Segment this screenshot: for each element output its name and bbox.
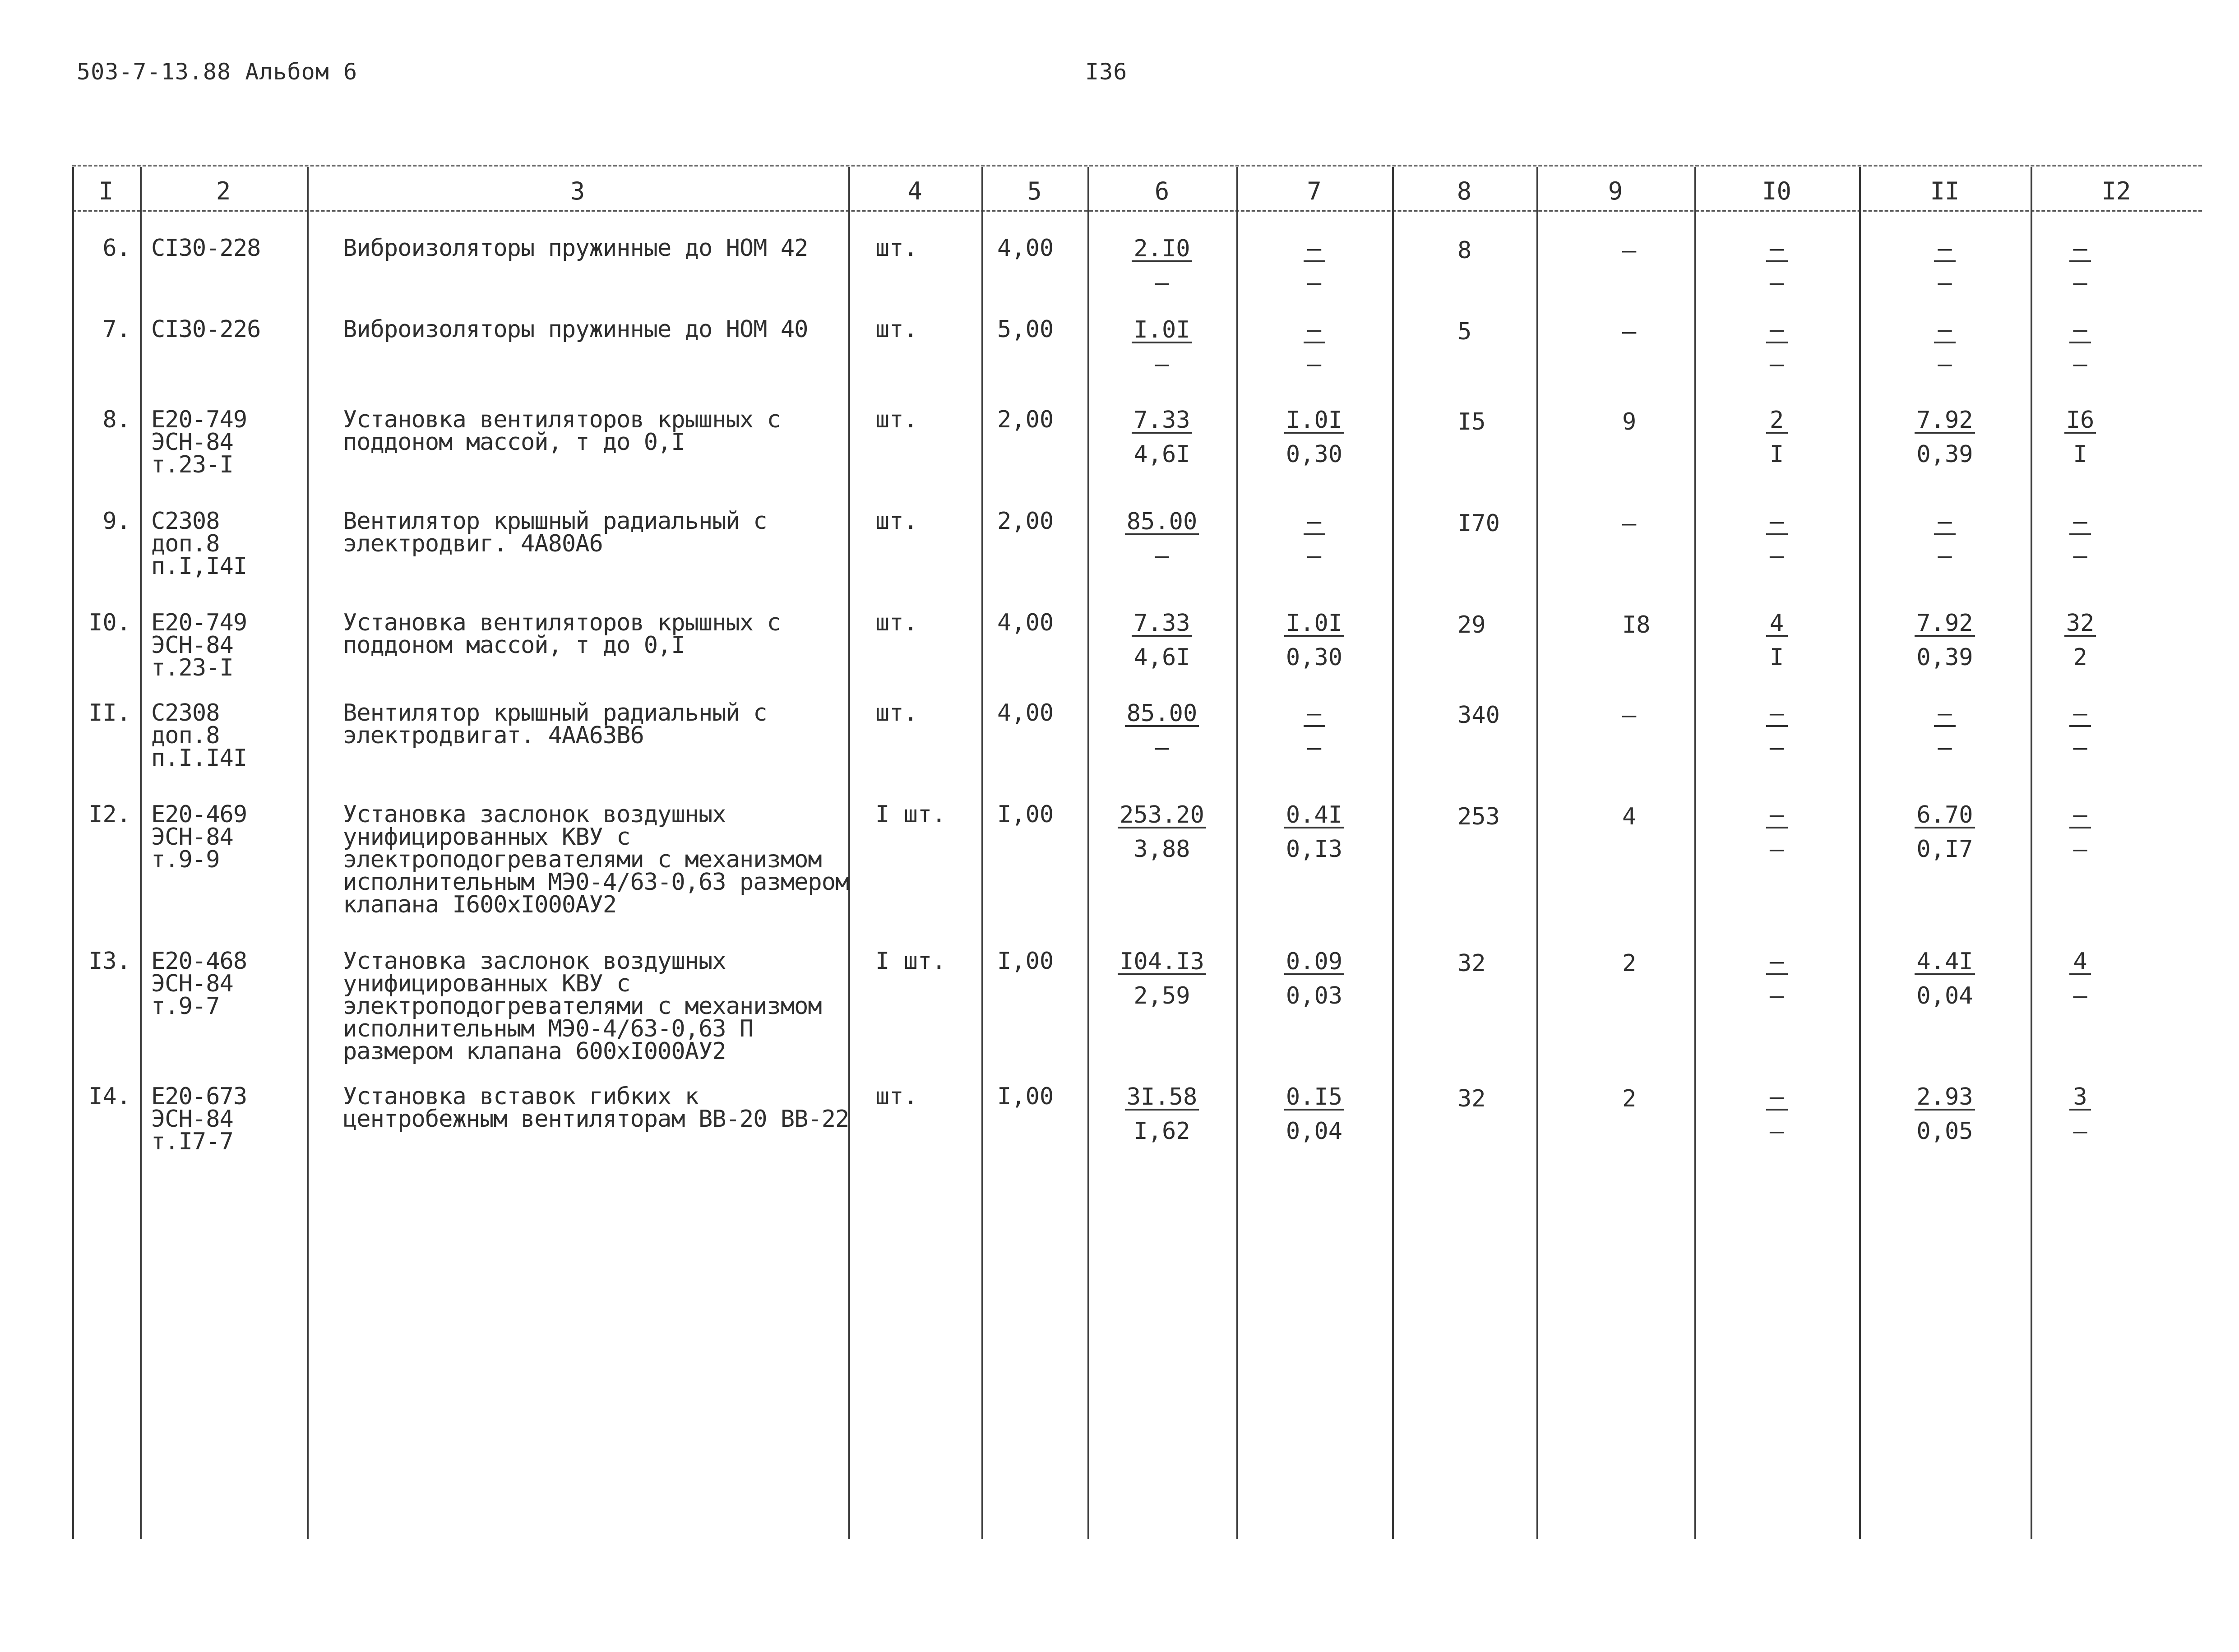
unit-wage-denominator: – <box>1307 351 1322 378</box>
column-header-3: 3 <box>570 177 585 205</box>
quantity: 4,00 <box>997 699 1054 727</box>
labor-total-numerator: – <box>2069 702 2091 727</box>
unit-wage-numerator: – <box>1304 237 1325 262</box>
column-header-8: 8 <box>1457 177 1472 205</box>
labor-unit <box>1859 702 2031 759</box>
labor-total <box>2031 510 2130 568</box>
labor-unit <box>1859 510 2031 568</box>
labor-total-denominator: – <box>2073 542 2087 569</box>
work-description: Виброизоляторы пружинные до НОМ 42 <box>343 235 808 262</box>
machine-cost-numerator: – <box>1766 1085 1788 1111</box>
unit-wage <box>1236 803 1392 861</box>
machine-cost <box>1694 237 1859 295</box>
labor-unit-denominator: – <box>1938 734 1952 761</box>
unit-cost-numerator: 85.00 <box>1125 510 1199 535</box>
unit-wage-numerator: I.0I <box>1284 408 1344 434</box>
machine-cost <box>1694 611 1859 669</box>
unit: шт. <box>875 1083 918 1110</box>
machine-cost <box>1694 803 1859 861</box>
machine-cost-denominator: – <box>1769 269 1784 296</box>
row-number: 7. <box>102 316 131 343</box>
unit-wage <box>1236 408 1392 466</box>
total-wage: – <box>1622 702 1637 729</box>
labor-unit <box>1859 408 2031 466</box>
unit-wage-denominator: 0,04 <box>1286 1118 1343 1145</box>
column-divider <box>981 167 983 1539</box>
quantity: I,00 <box>997 948 1054 975</box>
labor-unit-numerator: 7.92 <box>1915 611 1975 637</box>
unit-wage-denominator: 0,03 <box>1286 982 1343 1009</box>
total-wage: 2 <box>1622 1085 1637 1112</box>
machine-cost-numerator: – <box>1766 237 1788 262</box>
rate-code: СI30-228 <box>151 235 261 262</box>
labor-total <box>2031 1085 2130 1143</box>
unit-cost-denominator: 3,88 <box>1133 836 1190 863</box>
unit-cost-numerator: 3I.58 <box>1125 1085 1199 1111</box>
work-description: Установка заслонок воздушных унифицированных КВУ с электроподогревателями с механизмом исполнительным МЭ0-4/63-0,63 размером клапана I600хI000АУ2 <box>343 801 849 918</box>
rate-code: С2308 доп.8 п.I.I4I <box>151 699 247 772</box>
column-header-11: II <box>1930 177 1960 205</box>
machine-cost-denominator: – <box>1769 982 1784 1009</box>
row-number: I0. <box>88 609 131 636</box>
machine-cost-denominator: – <box>1769 542 1784 569</box>
quantity: 4,00 <box>997 609 1054 636</box>
column-header-12: I2 <box>2101 177 2131 205</box>
unit-cost-numerator: 85.00 <box>1125 702 1199 727</box>
labor-unit-denominator: – <box>1938 351 1952 378</box>
unit-cost-denominator: 4,6I <box>1133 644 1190 671</box>
unit-wage <box>1236 702 1392 759</box>
labor-total-denominator: 2 <box>2073 644 2087 671</box>
unit: шт. <box>875 508 918 535</box>
labor-unit-numerator: 7.92 <box>1915 408 1975 434</box>
column-divider <box>1536 167 1538 1539</box>
unit-wage <box>1236 237 1392 295</box>
unit-cost <box>1087 237 1236 295</box>
labor-unit-numerator: – <box>1934 237 1956 262</box>
unit: I шт. <box>875 948 946 975</box>
labor-unit-numerator: 4.4I <box>1915 950 1975 975</box>
column-divider <box>140 167 142 1539</box>
unit-cost <box>1087 702 1236 759</box>
labor-total-denominator: – <box>2073 734 2087 761</box>
column-header-5: 5 <box>1027 177 1042 205</box>
unit: шт. <box>875 316 918 343</box>
unit: I шт. <box>875 801 946 828</box>
unit-wage <box>1236 611 1392 669</box>
quantity: 2,00 <box>997 508 1054 535</box>
machine-cost-numerator: – <box>1766 510 1788 535</box>
unit-wage <box>1236 1085 1392 1143</box>
quantity: 4,00 <box>997 235 1054 262</box>
labor-unit-denominator: 0,I7 <box>1916 836 1973 863</box>
machine-cost <box>1694 702 1859 759</box>
labor-unit <box>1859 318 2031 376</box>
labor-unit-denominator: – <box>1938 269 1952 296</box>
quantity: I,00 <box>997 1083 1054 1110</box>
unit-cost-denominator: – <box>1155 542 1169 569</box>
unit-cost <box>1087 611 1236 669</box>
machine-cost-numerator: – <box>1766 318 1788 343</box>
labor-total-denominator: – <box>2073 836 2087 863</box>
total-cost: 32 <box>1457 950 1486 977</box>
unit-cost-numerator: I.0I <box>1132 318 1192 343</box>
machine-cost <box>1694 1085 1859 1143</box>
unit: шт. <box>875 609 918 636</box>
total-wage: – <box>1622 318 1637 345</box>
total-cost: 253 <box>1457 803 1500 830</box>
total-cost: 8 <box>1457 237 1472 264</box>
quantity: 2,00 <box>997 406 1054 433</box>
unit-cost-denominator: 4,6I <box>1133 441 1190 468</box>
machine-cost-denominator: I <box>1769 644 1784 671</box>
unit-cost-denominator: – <box>1155 734 1169 761</box>
total-wage: 9 <box>1622 408 1637 435</box>
row-number: 9. <box>102 508 131 535</box>
column-header-9: 9 <box>1608 177 1623 205</box>
labor-total-numerator: – <box>2069 318 2091 343</box>
labor-unit-numerator: 6.70 <box>1915 803 1975 828</box>
total-wage: I8 <box>1622 611 1651 639</box>
unit-wage <box>1236 510 1392 568</box>
labor-unit-denominator: 0,04 <box>1916 982 1973 1009</box>
row-number: I3. <box>88 948 131 975</box>
unit-wage <box>1236 950 1392 1008</box>
total-cost: 32 <box>1457 1085 1486 1112</box>
labor-unit <box>1859 611 2031 669</box>
unit: шт. <box>875 235 918 262</box>
work-description: Установка вентиляторов крышных с поддоном массой, т до 0,I <box>343 609 781 659</box>
unit-wage-numerator: I.0I <box>1284 611 1344 637</box>
unit-cost-numerator: 2.I0 <box>1132 237 1192 262</box>
quantity: 5,00 <box>997 316 1054 343</box>
machine-cost-denominator: – <box>1769 734 1784 761</box>
total-wage: – <box>1622 237 1637 264</box>
work-description: Вентилятор крышный радиальный с электродвиг. 4А80А6 <box>343 508 767 557</box>
unit-wage-denominator: – <box>1307 734 1322 761</box>
row-number: II. <box>88 699 131 727</box>
total-cost: 29 <box>1457 611 1486 639</box>
labor-unit-numerator: 2.93 <box>1915 1085 1975 1111</box>
column-divider <box>307 167 309 1539</box>
total-cost: 5 <box>1457 318 1472 345</box>
unit-wage-denominator: 0,30 <box>1286 644 1343 671</box>
row-number: I2. <box>88 801 131 828</box>
labor-total <box>2031 950 2130 1008</box>
unit-cost <box>1087 318 1236 376</box>
labor-total-denominator: – <box>2073 269 2087 296</box>
labor-total <box>2031 702 2130 759</box>
machine-cost <box>1694 318 1859 376</box>
labor-unit <box>1859 1085 2031 1143</box>
column-divider <box>72 167 74 1539</box>
unit-cost-numerator: I04.I3 <box>1118 950 1206 975</box>
unit-wage-numerator: – <box>1304 318 1325 343</box>
unit-cost-denominator: – <box>1155 269 1169 296</box>
labor-total-numerator: I6 <box>2064 408 2096 434</box>
unit-cost-denominator: I,62 <box>1133 1118 1190 1145</box>
labor-total <box>2031 803 2130 861</box>
column-header-6: 6 <box>1154 177 1170 205</box>
rate-code: Е20-749 ЭСН-84 т.23-I <box>151 609 247 681</box>
unit-wage-numerator: – <box>1304 510 1325 535</box>
unit-cost <box>1087 803 1236 861</box>
unit-wage-denominator: – <box>1307 269 1322 296</box>
machine-cost-numerator: 4 <box>1766 611 1788 637</box>
row-number: 6. <box>102 235 131 262</box>
labor-total-numerator: – <box>2069 803 2091 828</box>
labor-total-numerator: 4 <box>2069 950 2091 975</box>
labor-unit <box>1859 237 2031 295</box>
total-wage: – <box>1622 510 1637 537</box>
unit-cost <box>1087 950 1236 1008</box>
table-top-border <box>72 165 2202 167</box>
document-code: 503-7-13.88 Альбом 6 <box>77 59 358 85</box>
unit-cost-denominator: 2,59 <box>1133 982 1190 1009</box>
rate-code: СI30-226 <box>151 316 261 343</box>
machine-cost-numerator: – <box>1766 803 1788 828</box>
unit: шт. <box>875 699 918 727</box>
machine-cost-numerator: – <box>1766 950 1788 975</box>
unit-cost <box>1087 408 1236 466</box>
total-cost: I70 <box>1457 510 1500 537</box>
unit-wage-numerator: 0.I5 <box>1284 1085 1344 1111</box>
unit-wage-denominator: – <box>1307 542 1322 569</box>
labor-total-numerator: 32 <box>2064 611 2096 637</box>
labor-total <box>2031 408 2130 466</box>
labor-unit <box>1859 803 2031 861</box>
labor-unit-numerator: – <box>1934 702 1956 727</box>
row-number: I4. <box>88 1083 131 1110</box>
unit-cost-denominator: – <box>1155 351 1169 378</box>
labor-unit-denominator: – <box>1938 542 1952 569</box>
unit-wage-denominator: 0,30 <box>1286 441 1343 468</box>
labor-unit <box>1859 950 2031 1008</box>
labor-total-numerator: – <box>2069 237 2091 262</box>
work-description: Вентилятор крышный радиальный с электродвигат. 4АА63В6 <box>343 699 767 749</box>
rate-code: Е20-468 ЭСН-84 т.9-7 <box>151 948 247 1020</box>
unit-cost <box>1087 1085 1236 1143</box>
column-header-2: 2 <box>216 177 231 205</box>
labor-total-numerator: – <box>2069 510 2091 535</box>
machine-cost-numerator: – <box>1766 702 1788 727</box>
labor-total-denominator: – <box>2073 351 2087 378</box>
row-number: 8. <box>102 406 131 433</box>
labor-total <box>2031 237 2130 295</box>
labor-total <box>2031 318 2130 376</box>
machine-cost-denominator: – <box>1769 351 1784 378</box>
page-number: I36 <box>1085 59 1128 85</box>
unit-wage <box>1236 318 1392 376</box>
labor-unit-denominator: 0,39 <box>1916 644 1973 671</box>
unit-wage-numerator: – <box>1304 702 1325 727</box>
machine-cost-denominator: – <box>1769 836 1784 863</box>
machine-cost <box>1694 408 1859 466</box>
machine-cost <box>1694 510 1859 568</box>
rate-code: Е20-469 ЭСН-84 т.9-9 <box>151 801 247 873</box>
rate-code: С2308 доп.8 п.I,I4I <box>151 508 247 580</box>
labor-total-denominator: – <box>2073 982 2087 1009</box>
column-header-10: I0 <box>1762 177 1792 205</box>
header-bottom-border <box>72 210 2202 212</box>
column-header-1: I <box>98 177 114 205</box>
work-description: Виброизоляторы пружинные до НОМ 40 <box>343 316 808 343</box>
rate-code: Е20-673 ЭСН-84 т.I7-7 <box>151 1083 247 1155</box>
labor-unit-denominator: 0,05 <box>1916 1118 1973 1145</box>
unit-cost-numerator: 253.20 <box>1118 803 1206 828</box>
labor-total <box>2031 611 2130 669</box>
unit-wage-numerator: 0.09 <box>1284 950 1344 975</box>
labor-total-denominator: – <box>2073 1118 2087 1145</box>
column-divider <box>1392 167 1394 1539</box>
unit-wage-numerator: 0.4I <box>1284 803 1344 828</box>
total-wage: 2 <box>1622 950 1637 977</box>
machine-cost <box>1694 950 1859 1008</box>
work-description: Установка вентиляторов крышных с поддоном массой, т до 0,I <box>343 406 781 456</box>
unit-cost-numerator: 7.33 <box>1132 408 1192 434</box>
machine-cost-denominator: I <box>1769 441 1784 468</box>
unit-cost-numerator: 7.33 <box>1132 611 1192 637</box>
unit-cost <box>1087 510 1236 568</box>
unit-wage-denominator: 0,I3 <box>1286 836 1343 863</box>
rate-code: Е20-749 ЭСН-84 т.23-I <box>151 406 247 478</box>
machine-cost-denominator: – <box>1769 1118 1784 1145</box>
labor-total-numerator: 3 <box>2069 1085 2091 1111</box>
machine-cost-numerator: 2 <box>1766 408 1788 434</box>
total-wage: 4 <box>1622 803 1637 830</box>
labor-unit-numerator: – <box>1934 510 1956 535</box>
quantity: I,00 <box>997 801 1054 828</box>
column-header-4: 4 <box>907 177 922 205</box>
total-cost: I5 <box>1457 408 1486 435</box>
labor-unit-denominator: 0,39 <box>1916 441 1973 468</box>
work-description: Установка заслонок воздушных унифицированных КВУ с электроподогревателями с механизмом исполнительным МЭ0-4/63-0,63 П размером клапана 600хI000АУ2 <box>343 948 822 1065</box>
labor-unit-numerator: – <box>1934 318 1956 343</box>
unit: шт. <box>875 406 918 433</box>
total-cost: 340 <box>1457 702 1500 729</box>
column-header-7: 7 <box>1307 177 1322 205</box>
labor-total-denominator: I <box>2073 441 2087 468</box>
work-description: Установка вставок гибких к центробежным вентиляторам ВВ-20 ВВ-22 <box>343 1083 849 1133</box>
